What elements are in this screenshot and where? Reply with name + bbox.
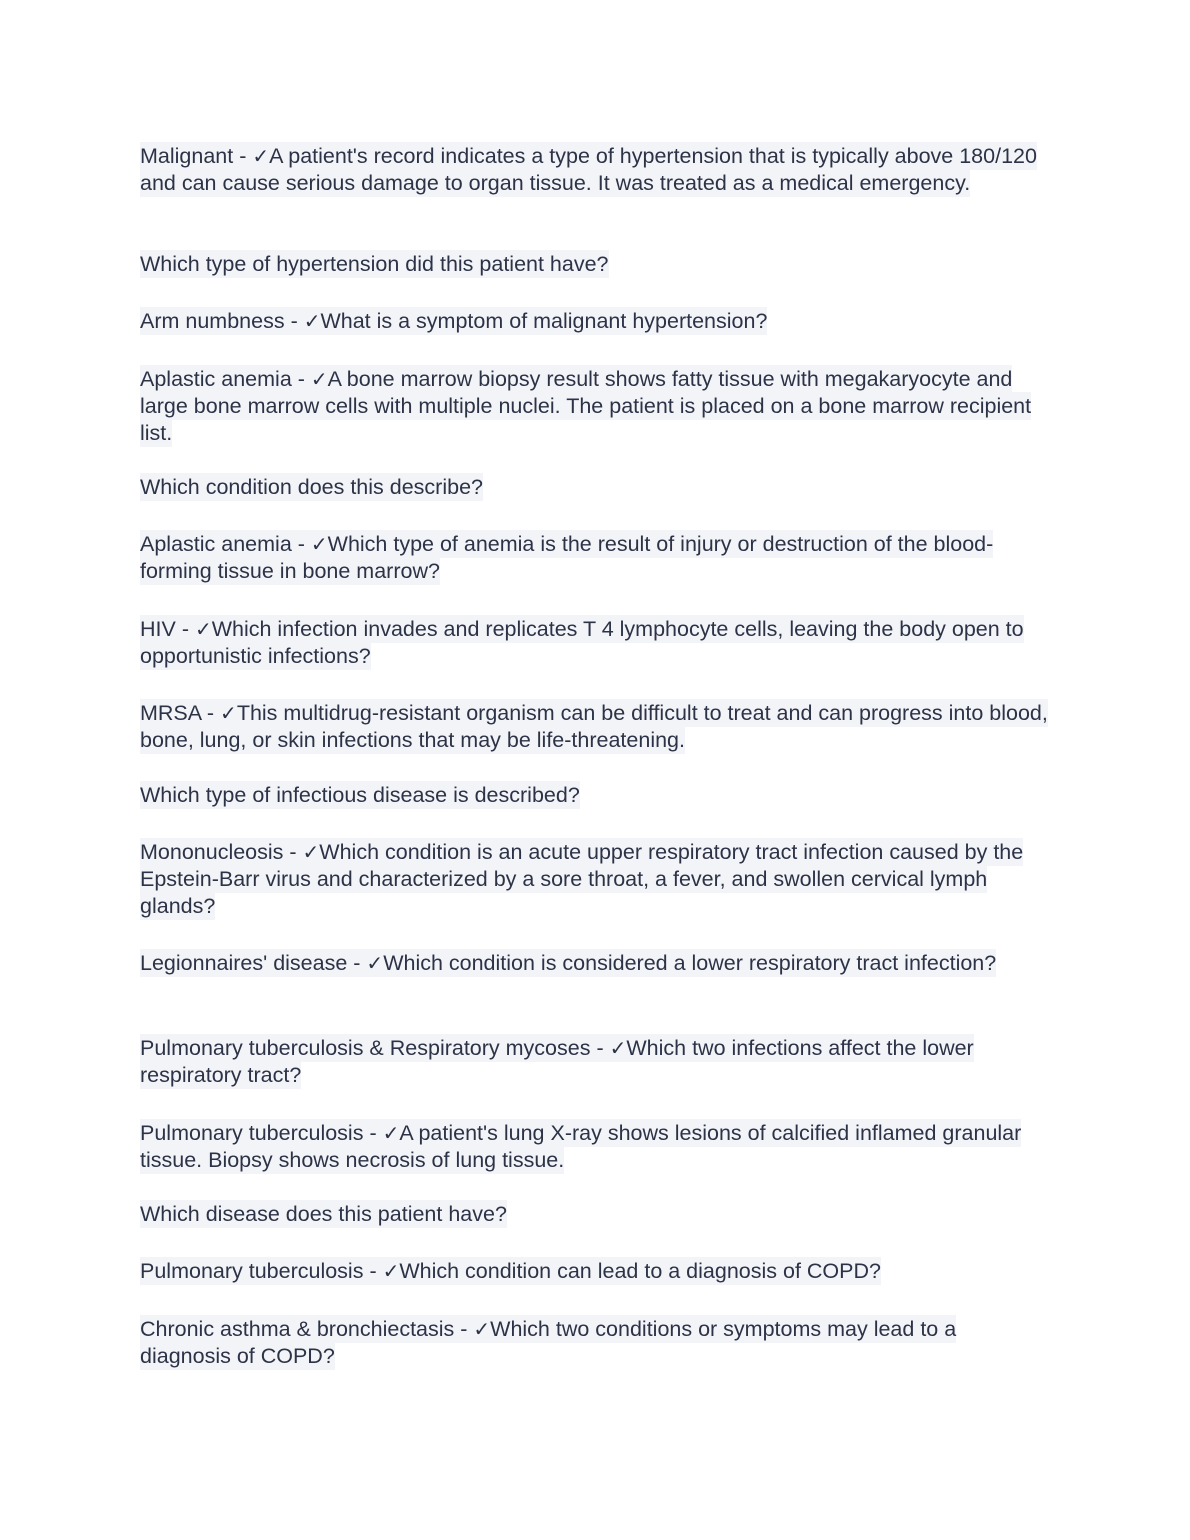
qa-entry-text: HIV - ✓Which infection invades and replicates T 4 lymphocyte cells, leaving the body open to opportunistic infections? <box>140 617 1024 668</box>
check-icon: ✓ <box>194 617 212 641</box>
qa-entry-text: Chronic asthma & bronchiectasis - ✓Which two conditions or symptoms may lead to a diagnosis of COPD? <box>140 1317 957 1368</box>
qa-entry-text: MRSA - ✓This multidrug-resistant organism can be difficult to treat and can progress into blood, bone, lung, or skin infections that may be life-threatening. <box>140 701 1048 752</box>
qa-entry-text: Arm numbness - ✓What is a symptom of malignant hypertension? <box>140 309 768 333</box>
answer-text: Malignant <box>140 144 234 168</box>
question-text: A bone marrow biopsy result shows fatty tissue with megakaryocyte and large bone marrow cells with multiple nuclei. The patient is placed on a bone marrow recipient list. <box>140 367 1032 445</box>
qa-entry <box>140 308 1050 335</box>
qa-entry <box>140 950 1050 977</box>
check-icon: ✓ <box>473 1317 491 1341</box>
follow-up-question <box>140 1201 1050 1228</box>
qa-entry-text: Legionnaires' disease - ✓Which condition is considered a lower respiratory tract infection? <box>140 951 997 975</box>
follow-up-question <box>140 474 1050 501</box>
qa-entry <box>140 839 1050 920</box>
qa-entry <box>140 531 1050 585</box>
answer-text: Pulmonary tuberculosis & Respiratory mycoses <box>140 1036 591 1060</box>
qa-entry-text: Mononucleosis - ✓Which condition is an acute upper respiratory tract infection caused by the Epstein-Barr virus and characterized by a sore throat, a fever, and swollen cervical lymph glands? <box>140 840 1024 918</box>
qa-entry-text: Pulmonary tuberculosis - ✓Which condition can lead to a diagnosis of COPD? <box>140 1259 881 1283</box>
check-icon: ✓ <box>366 951 384 975</box>
answer-text: Arm numbness <box>140 309 285 333</box>
check-icon: ✓ <box>609 1036 627 1060</box>
follow-up-question <box>140 782 1050 809</box>
follow-up-text: Which type of infectious disease is described? <box>140 783 580 807</box>
check-icon: ✓ <box>252 144 270 168</box>
qa-entry-text: Aplastic anemia - ✓A bone marrow biopsy result shows fatty tissue with megakaryocyte and large bone marrow cells with multiple nuclei. The patient is placed on a bone marrow recipient list. <box>140 367 1032 445</box>
question-text: Which infection invades and replicates T 4 lymphocyte cells, leaving the body open to opportunistic infections? <box>140 617 1024 668</box>
qa-entry <box>140 1120 1050 1174</box>
follow-up-text: Which disease does this patient have? <box>140 1202 507 1226</box>
question-text: This multidrug-resistant organism can be difficult to treat and can progress into blood, bone, lung, or skin infections that may be life-threatening. <box>140 701 1048 752</box>
check-icon: ✓ <box>382 1259 400 1283</box>
question-text: Which condition is an acute upper respiratory tract infection caused by the Epstein-Barr virus and characterized by a sore throat, a fever, and swollen cervical lymph glands? <box>140 840 1024 918</box>
question-text: Which condition can lead to a diagnosis of COPD? <box>399 1259 881 1283</box>
question-text: Which type of anemia is the result of injury or destruction of the blood-forming tissue in bone marrow? <box>140 532 994 583</box>
qa-entry <box>140 700 1050 754</box>
answer-text: Chronic asthma & bronchiectasis <box>140 1317 455 1341</box>
question-text: A patient's lung X-ray shows lesions of calcified inflamed granular tissue. Biopsy shows necrosis of lung tissue. <box>140 1121 1022 1172</box>
answer-text: MRSA <box>140 701 201 725</box>
qa-entry <box>140 143 1050 197</box>
check-icon: ✓ <box>303 309 321 333</box>
check-icon: ✓ <box>382 1121 400 1145</box>
question-text: Which two infections affect the lower respiratory tract? <box>140 1036 974 1087</box>
check-icon: ✓ <box>310 367 328 391</box>
qa-entry-text: Malignant - ✓A patient's record indicates a type of hypertension that is typically above 180/120 and can cause serious damage to organ tissue. It was treated as a medical emergency. <box>140 144 1037 195</box>
qa-entry <box>140 1258 1050 1285</box>
answer-text: HIV <box>140 617 176 641</box>
answer-text: Legionnaires' disease <box>140 951 348 975</box>
answer-text: Aplastic anemia <box>140 532 292 556</box>
check-icon: ✓ <box>220 701 237 725</box>
qa-entry <box>140 1316 1050 1370</box>
check-icon: ✓ <box>302 840 320 864</box>
qa-entry-text: Aplastic anemia - ✓Which type of anemia is the result of injury or destruction of the blood-forming tissue in bone marrow? <box>140 532 994 583</box>
qa-entry-text: Pulmonary tuberculosis - ✓A patient's lung X-ray shows lesions of calcified inflamed granular tissue. Biopsy shows necrosis of lung tissue. <box>140 1121 1022 1172</box>
question-text: Which two conditions or symptoms may lead to a diagnosis of COPD? <box>140 1317 957 1368</box>
question-text: A patient's record indicates a type of hypertension that is typically above 180/120 and can cause serious damage to organ tissue. It was treated as a medical emergency. <box>140 144 1037 195</box>
question-text: What is a symptom of malignant hypertension? <box>320 309 768 333</box>
follow-up-question <box>140 251 1050 278</box>
qa-entry <box>140 1035 1050 1089</box>
qa-entry <box>140 366 1050 447</box>
qa-entry <box>140 616 1050 670</box>
check-icon: ✓ <box>310 532 328 556</box>
follow-up-text: Which condition does this describe? <box>140 475 483 499</box>
answer-text: Aplastic anemia <box>140 367 292 391</box>
qa-entry-text: Pulmonary tuberculosis & Respiratory mycoses - ✓Which two infections affect the lower respiratory tract? <box>140 1036 974 1087</box>
question-text: Which condition is considered a lower respiratory tract infection? <box>383 951 997 975</box>
follow-up-text: Which type of hypertension did this patient have? <box>140 252 609 276</box>
answer-text: Pulmonary tuberculosis <box>140 1121 364 1145</box>
answer-text: Mononucleosis <box>140 840 284 864</box>
answer-text: Pulmonary tuberculosis <box>140 1259 364 1283</box>
